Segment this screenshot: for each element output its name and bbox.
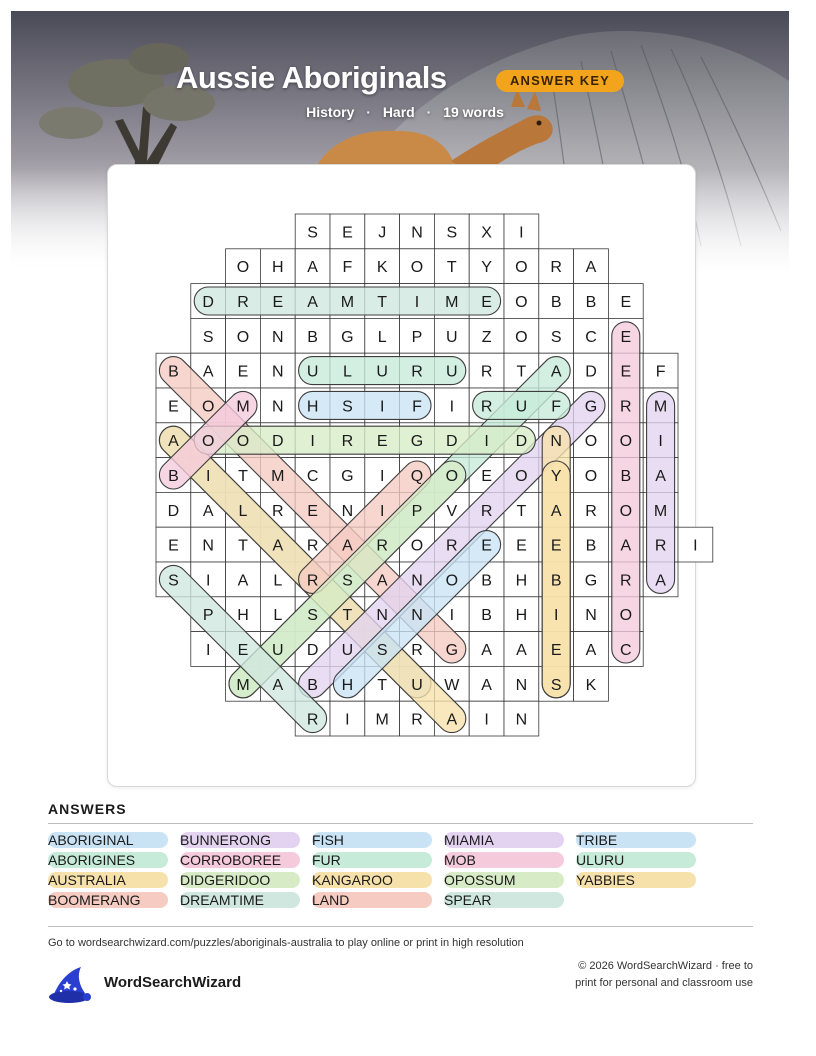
grid-letter: O — [445, 468, 459, 485]
grid-letter: S — [550, 328, 562, 346]
answer-word: MOB — [444, 852, 476, 868]
grid-letter: I — [519, 224, 524, 242]
grid-letter: R — [411, 363, 423, 381]
grid-letter: R — [376, 537, 388, 555]
grid-letter: G — [445, 642, 459, 659]
answer-item — [180, 891, 264, 909]
grid-letter: F — [655, 363, 666, 381]
grid-letter: A — [376, 572, 388, 590]
grid-letter: B — [550, 294, 562, 311]
grid-letter: D — [446, 433, 458, 451]
grid-letter: Y — [481, 259, 492, 277]
page-title: Aussie Aboriginals — [176, 60, 447, 95]
grid-letter: E — [376, 433, 388, 451]
grid-letter: T — [238, 468, 248, 485]
grid-letter: P — [411, 502, 423, 520]
grid-letter: N — [341, 502, 354, 520]
answer-word: LAND — [312, 892, 350, 908]
grid-letter: U — [306, 363, 319, 381]
grid-letter: H — [341, 676, 354, 694]
grid-letter: L — [377, 328, 387, 346]
grid-letter: E — [168, 398, 179, 416]
grid-letter: O — [515, 259, 528, 277]
grid-letter: U — [446, 328, 458, 346]
grid-letter: A — [620, 537, 632, 555]
grid-letter: T — [238, 537, 248, 555]
grid-letter: K — [376, 259, 388, 277]
grid-letter: I — [345, 711, 350, 729]
grid-letter: S — [550, 676, 562, 694]
grid-letter: S — [307, 607, 318, 625]
grid-letter: D — [515, 433, 528, 451]
grid-letter: E — [168, 537, 179, 555]
grid-letter: R — [620, 572, 632, 590]
grid-letter: F — [412, 398, 422, 416]
answer-item — [180, 831, 271, 849]
copyright-text: © 2026 WordSearchWizard · free to print for personal and classroom use — [575, 960, 753, 989]
grid-letter: D — [585, 363, 597, 381]
answer-item — [576, 871, 635, 889]
grid-letter: W — [444, 676, 460, 694]
grid-letter: O — [236, 259, 250, 277]
grid-letter: A — [307, 294, 318, 311]
grid-letter: H — [306, 398, 319, 416]
grid-letter: G — [410, 433, 424, 451]
grid-letter: R — [654, 537, 667, 555]
answer-word: KANGAROO — [312, 872, 393, 888]
grid-letter: E — [237, 642, 249, 659]
grid-letter: N — [585, 607, 597, 625]
grid-letter: O — [619, 433, 633, 451]
grid-letter: A — [585, 259, 597, 277]
answer-word: ABORIGINAL — [48, 832, 134, 848]
grid-letter: R — [585, 502, 597, 520]
answer-word: MIAMIA — [444, 832, 494, 848]
grid-letter: A — [272, 676, 284, 694]
grid-letter: B — [620, 468, 632, 485]
grid-letter: M — [236, 398, 250, 416]
grid-letter: R — [446, 537, 458, 555]
grid-letter: O — [515, 294, 528, 311]
wizard-hat-icon — [47, 963, 93, 1005]
grid-letter: I — [379, 468, 385, 485]
grid-letter: I — [553, 607, 559, 625]
grid-letter: M — [375, 711, 389, 729]
grid-letter: U — [515, 398, 528, 416]
divider — [48, 926, 753, 927]
grid-letter: N — [272, 328, 284, 346]
grid-letter: B — [481, 607, 492, 625]
grid-letter: A — [342, 537, 353, 555]
grid-letter: H — [515, 607, 528, 625]
category-label: History — [306, 104, 355, 120]
answer-word: YABBIES — [576, 872, 635, 888]
grid-letter: I — [449, 607, 455, 625]
answer-item — [444, 831, 494, 849]
grid-letter: E — [516, 537, 527, 555]
grid-letter: N — [411, 224, 423, 242]
puzzle-card — [107, 164, 696, 787]
grid-letter: O — [445, 572, 459, 590]
grid-letter: N — [550, 433, 562, 451]
grid-letter: R — [306, 537, 319, 555]
grid-letter: M — [653, 502, 668, 520]
answer-item — [48, 871, 126, 889]
grid-letter: T — [377, 676, 388, 694]
grid-letter: A — [655, 572, 666, 590]
answer-word: BUNNERONG — [180, 832, 272, 848]
grid-letter: Y — [550, 468, 562, 485]
grid-letter: E — [620, 363, 632, 381]
grid-letter: O — [515, 468, 528, 485]
grid-letter: O — [619, 502, 633, 520]
grid-letter: N — [202, 537, 214, 555]
brand-name[interactable]: WordSearchWizard — [104, 974, 242, 991]
grid-letter: N — [411, 607, 423, 625]
grid-letter: R — [480, 363, 493, 381]
grid-letter: I — [414, 294, 420, 311]
grid-letter: E — [481, 468, 492, 485]
answer-item — [48, 891, 141, 909]
grid-letter: S — [342, 398, 353, 416]
grid-letter: L — [238, 502, 248, 520]
answer-word: SPEAR — [444, 892, 492, 908]
grid-letter: I — [484, 433, 489, 451]
grid-letter: E — [481, 294, 492, 311]
grid-letter: T — [516, 502, 527, 520]
grid-letter: R — [237, 294, 249, 311]
grid-letter: S — [376, 642, 388, 659]
grid-letter: I — [205, 468, 211, 485]
grid-letter: U — [411, 676, 423, 694]
grid-letter: T — [516, 363, 527, 381]
answer-key-badge: ANSWER KEY — [496, 70, 624, 92]
grid-letter: R — [272, 502, 284, 520]
divider — [48, 823, 753, 824]
answer-item — [576, 851, 624, 869]
grid-letter: O — [201, 398, 215, 416]
grid-letter: R — [480, 398, 493, 416]
separator-dot: · — [426, 104, 432, 120]
grid-letter: R — [550, 259, 562, 277]
answer-item — [444, 851, 476, 869]
answer-item — [312, 891, 349, 909]
answer-item — [444, 891, 491, 909]
answer-item — [48, 831, 134, 849]
grid-letter: I — [484, 711, 489, 729]
grid-letter: S — [307, 224, 318, 242]
separator-dot: · — [366, 104, 371, 120]
grid-letter: E — [550, 642, 562, 659]
grid-letter: A — [202, 502, 214, 520]
grid-letter: S — [342, 572, 353, 590]
grid-letter: O — [236, 328, 250, 346]
grid-letter: E — [620, 328, 632, 346]
grid-letter: O — [201, 433, 215, 451]
difficulty-label: Hard — [382, 104, 415, 120]
grid-letter: R — [306, 572, 319, 590]
grid-letter: E — [481, 537, 492, 555]
answer-item — [48, 851, 135, 869]
grid-letter: B — [481, 572, 492, 590]
grid-letter: E — [620, 294, 632, 311]
grid-letter: S — [446, 224, 458, 242]
grid-letter: K — [585, 676, 597, 694]
grid-letter: D — [202, 294, 214, 311]
answer-word: FISH — [312, 832, 344, 848]
word-search-grid — [108, 165, 698, 786]
grid-letter: M — [271, 468, 285, 485]
grid-letter: O — [410, 537, 424, 555]
grid-letter: H — [272, 259, 284, 277]
grid-letter: O — [515, 328, 528, 346]
answer-word: DIDGERIDOO — [180, 872, 271, 888]
grid-letter: I — [205, 642, 211, 659]
grid-letter: E — [272, 294, 284, 311]
grid-letter: A — [481, 642, 492, 659]
grid-letter: I — [379, 502, 385, 520]
grid-letter: B — [168, 363, 179, 381]
grid-letter: A — [585, 642, 597, 659]
grid-letter: F — [342, 259, 353, 277]
grid-letter: N — [411, 572, 423, 590]
grid-letter: A — [655, 468, 666, 485]
grid-letter: O — [236, 433, 250, 451]
grid-letter: X — [481, 224, 492, 242]
answer-word: OPOSSUM — [444, 872, 516, 888]
grid-letter: E — [550, 537, 562, 555]
answer-item — [312, 871, 393, 889]
grid-letter: L — [342, 363, 352, 381]
grid-letter: R — [341, 433, 354, 451]
answer-item — [444, 871, 516, 889]
word-count-label: 19 words — [443, 104, 504, 120]
grid-letter: A — [446, 711, 458, 729]
grid-letter: A — [307, 259, 318, 277]
grid-letter: O — [584, 468, 598, 485]
grid-letter: D — [167, 502, 180, 520]
grid-letter: R — [620, 398, 632, 416]
answer-word: TRIBE — [576, 832, 618, 848]
answer-word: ABORIGINES — [48, 852, 136, 868]
grid-letter: S — [168, 572, 179, 590]
grid-letter: D — [306, 642, 319, 659]
grid-letter: A — [237, 572, 249, 590]
footer-link-text[interactable]: Go to wordsearchwizard.com/puzzles/aboriginals-australia to play online or print in high resolution — [48, 937, 524, 949]
grid-letter: N — [515, 676, 528, 694]
grid-letter: M — [653, 398, 668, 416]
grid-letter: M — [340, 294, 355, 311]
grid-letter: L — [273, 572, 283, 590]
grid-letter: M — [236, 676, 250, 694]
grid-letter: P — [202, 607, 214, 625]
grid-letter: O — [619, 607, 633, 625]
grid-letter: M — [445, 294, 459, 311]
grid-letter: I — [205, 572, 211, 590]
grid-letter: A — [516, 642, 527, 659]
grid-letter: T — [342, 607, 353, 625]
answer-item — [180, 851, 281, 869]
grid-letter: C — [585, 328, 597, 346]
grid-letter: V — [446, 502, 458, 520]
grid-letter: A — [168, 433, 179, 451]
grid-letter: G — [341, 468, 354, 485]
grid-letter: N — [376, 607, 388, 625]
grid-letter: I — [379, 398, 385, 416]
grid-letter: B — [307, 676, 318, 694]
answer-item — [312, 831, 344, 849]
highlight-miamia — [647, 391, 675, 593]
grid-letter: I — [310, 433, 315, 451]
grid-letter: I — [449, 398, 455, 416]
answer-item — [180, 871, 270, 889]
grid-letter: E — [307, 502, 318, 520]
answer-item — [312, 851, 341, 869]
grid-letter: G — [584, 398, 598, 416]
answer-word: DREAMTIME — [180, 892, 264, 908]
grid-letter: A — [550, 502, 562, 520]
grid-letter: B — [307, 328, 318, 346]
grid-letter: L — [273, 607, 283, 625]
grid-letter: A — [481, 676, 492, 694]
grid-letter: S — [202, 328, 214, 346]
grid-letter: E — [342, 224, 353, 242]
grid-letter: G — [584, 572, 598, 590]
grid-letter: T — [446, 259, 457, 277]
grid-letter: R — [411, 711, 423, 729]
grid-letter: U — [446, 363, 458, 381]
grid-letter: R — [306, 711, 319, 729]
grid-letter: B — [550, 572, 562, 590]
grid-letter: B — [585, 537, 597, 555]
answer-word: ULURU — [576, 852, 625, 868]
grid-letter: D — [272, 433, 284, 451]
grid-letter: O — [584, 433, 598, 451]
grid-letter: F — [551, 398, 562, 416]
grid-letter: Z — [481, 328, 492, 346]
grid-letter: I — [693, 537, 698, 555]
grid-letter: E — [237, 363, 249, 381]
answer-word: CORROBOREE — [180, 852, 282, 868]
grid-letter: N — [272, 363, 284, 381]
grid-letter: B — [585, 294, 597, 311]
grid-letter: H — [515, 572, 528, 590]
answer-word: BOOMERANG — [48, 892, 141, 908]
grid-letter: N — [272, 398, 284, 416]
grid-letter: R — [480, 502, 493, 520]
grid-letter: J — [378, 224, 387, 242]
grid-letter: Q — [410, 468, 424, 485]
grid-letter: A — [202, 363, 214, 381]
puzzle-meta — [290, 104, 520, 120]
grid-letter: C — [306, 468, 319, 485]
answer-word: FUR — [312, 852, 341, 868]
grid-letter: N — [515, 711, 528, 729]
grid-letter: R — [411, 642, 423, 659]
grid-letter: U — [272, 642, 284, 659]
grid-letter: U — [376, 363, 388, 381]
grid-letter: A — [272, 537, 284, 555]
grid-letter: U — [341, 642, 354, 659]
answers-list — [48, 831, 753, 913]
grid-letter: T — [377, 294, 388, 311]
grid-letter: P — [411, 328, 423, 346]
grid-letter: H — [237, 607, 249, 625]
answer-word: AUSTRALIA — [48, 872, 126, 888]
grid-letter: O — [410, 259, 424, 277]
grid-letter: A — [550, 363, 562, 381]
answer-item — [576, 831, 617, 849]
grid-letter: I — [658, 433, 663, 451]
grid-letter: G — [341, 328, 354, 346]
grid-letter: B — [168, 468, 179, 485]
grid-letter: C — [620, 642, 632, 659]
answers-heading: ANSWERS — [48, 801, 127, 817]
